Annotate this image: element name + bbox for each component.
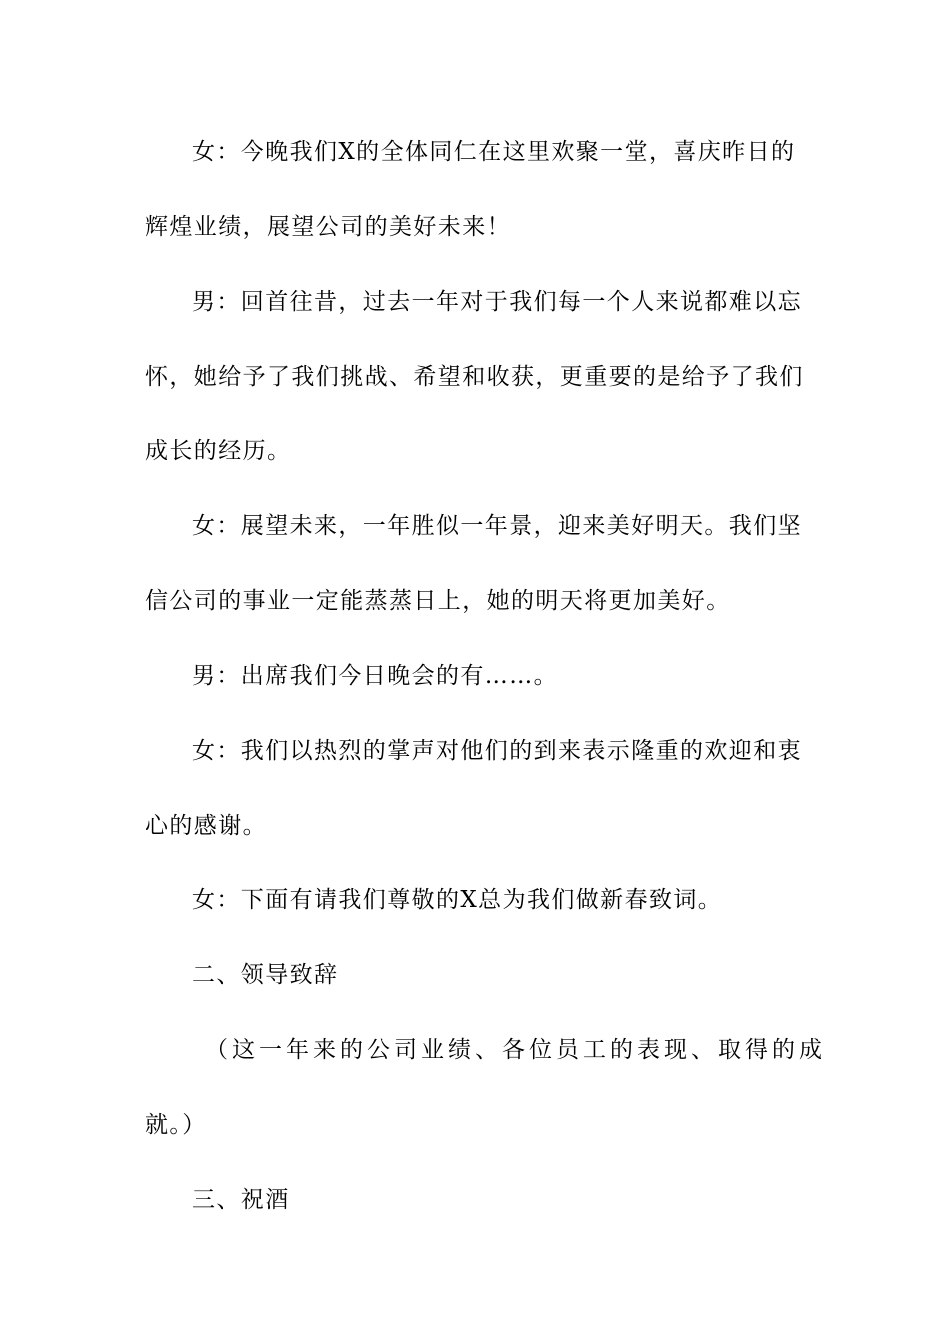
paragraph-line: 辉煌业绩，展望公司的美好未来！	[145, 214, 511, 240]
section-heading: 三、祝酒	[192, 1187, 290, 1213]
paragraph-line: 成长的经历。	[145, 438, 292, 464]
paragraph-line: 女：下面有请我们尊敬的X总为我们做新春致词。	[192, 887, 723, 913]
paragraph-line: 怀，她给予了我们挑战、希望和收获，更重要的是给予了我们	[145, 364, 804, 390]
paragraph-line: 女：今晚我们X的全体同仁在这里欢聚一堂，喜庆昨日的	[192, 139, 796, 165]
paragraph-line: 男：回首往昔，过去一年对于我们每一个人来说都难以忘	[192, 289, 802, 315]
paragraph-line: 就。）	[145, 1112, 207, 1138]
paragraph-line: 信公司的事业一定能蒸蒸日上，她的明天将更加美好。	[145, 588, 731, 614]
section-heading: 二、领导致辞	[192, 962, 339, 988]
paragraph-line: 女：我们以热烈的掌声对他们的到来表示隆重的欢迎和衷	[192, 738, 802, 764]
paragraph-line: 女：展望未来，一年胜似一年景，迎来美好明天。我们坚	[192, 513, 802, 539]
paragraph-line: 男：出席我们今日晚会的有……。	[192, 663, 558, 689]
paragraph-line: （这一年来的公司业绩、各位员工的表现、取得的成	[205, 1037, 826, 1063]
paragraph-line: 心的感谢。	[145, 813, 267, 839]
